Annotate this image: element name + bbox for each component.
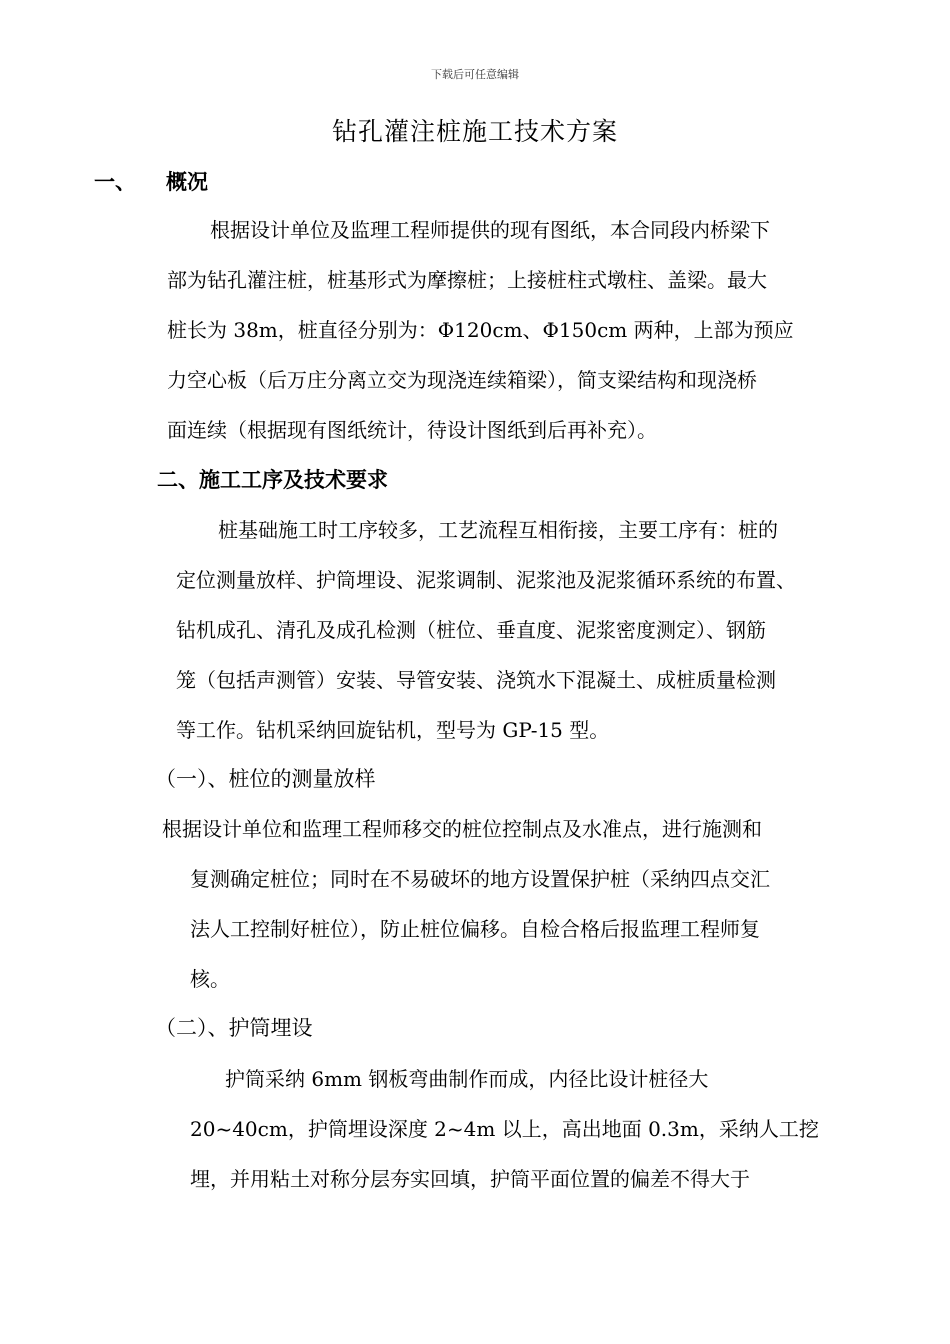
subsection-1-line-1: 根据设计单位和监理工程师移交的桩位控制点及水准点，进行施测和 [162,817,762,841]
section-1-heading: 概况 [166,170,208,194]
section-2-line-3: 钻机成孔、清孔及成孔检测（桩位、垂直度、泥浆密度测定）、钢筋 [176,618,766,642]
section-2-line-4: 笼（包括声测管）安装、导管安装、浇筑水下混凝土、成桩质量检测 [176,668,776,692]
subsection-1-heading: （一）、桩位的测量放样 [155,767,376,791]
section-1-line-4: 力空心板（后万庄分离立交为现浇连续箱梁），简支梁结构和现浇桥 [167,368,757,392]
subsection-2-line-3: 埋，并用粘土对称分层夯实回填，护筒平面位置的偏差不得大于 [190,1167,750,1191]
section-1-line-1: 根据设计单位及监理工程师提供的现有图纸，本合同段内桥梁下 [210,218,770,242]
section-2-heading: 二、施工工序及技术要求 [157,468,388,492]
section-2-line-2: 定位测量放样、护筒埋设、泥浆调制、泥浆池及泥浆循环系统的布置、 [176,568,796,592]
document-title: 钻孔灌注桩施工技术方案 [331,117,618,146]
subsection-1-line-4: 核。 [190,967,230,991]
subsection-1-line-3: 法人工控制好桩位），防止桩位偏移。自检合格后报监理工程师复 [190,917,760,941]
section-2-line-5: 等工作。钻机采纳回旋钻机，型号为 GP-15 型。 [176,718,610,742]
section-1-line-2: 部为钻孔灌注桩，桩基形式为摩擦桩；上接桩柱式墩柱、盖梁。最大 [167,268,767,292]
section-1-number: 一、 [94,170,136,194]
subsection-2-line-2: 20~40cm，护筒埋设深度 2~4m 以上，高出地面 0.3m，采纳人工挖 [190,1117,819,1141]
section-2-line-1: 桩基础施工时工序较多，工艺流程互相衔接，主要工序有：桩的 [218,518,778,542]
subsection-1-line-2: 复测确定桩位；同时在不易破坏的地方设置保护桩（采纳四点交汇 [190,867,770,891]
subsection-2-heading: （二）、护筒埋设 [155,1016,313,1040]
section-1-line-5: 面连续（根据现有图纸统计，待设计图纸到后再补充）。 [167,418,657,442]
header-note: 下载后可任意编辑 [431,68,519,81]
subsection-2-line-1: 护筒采纳 6mm 钢板弯曲制作而成，内径比设计桩径大 [225,1067,709,1091]
section-1-line-3: 桩长为 38m，桩直径分别为：Φ120cm、Φ150cm 两种，上部为预应 [167,318,794,342]
